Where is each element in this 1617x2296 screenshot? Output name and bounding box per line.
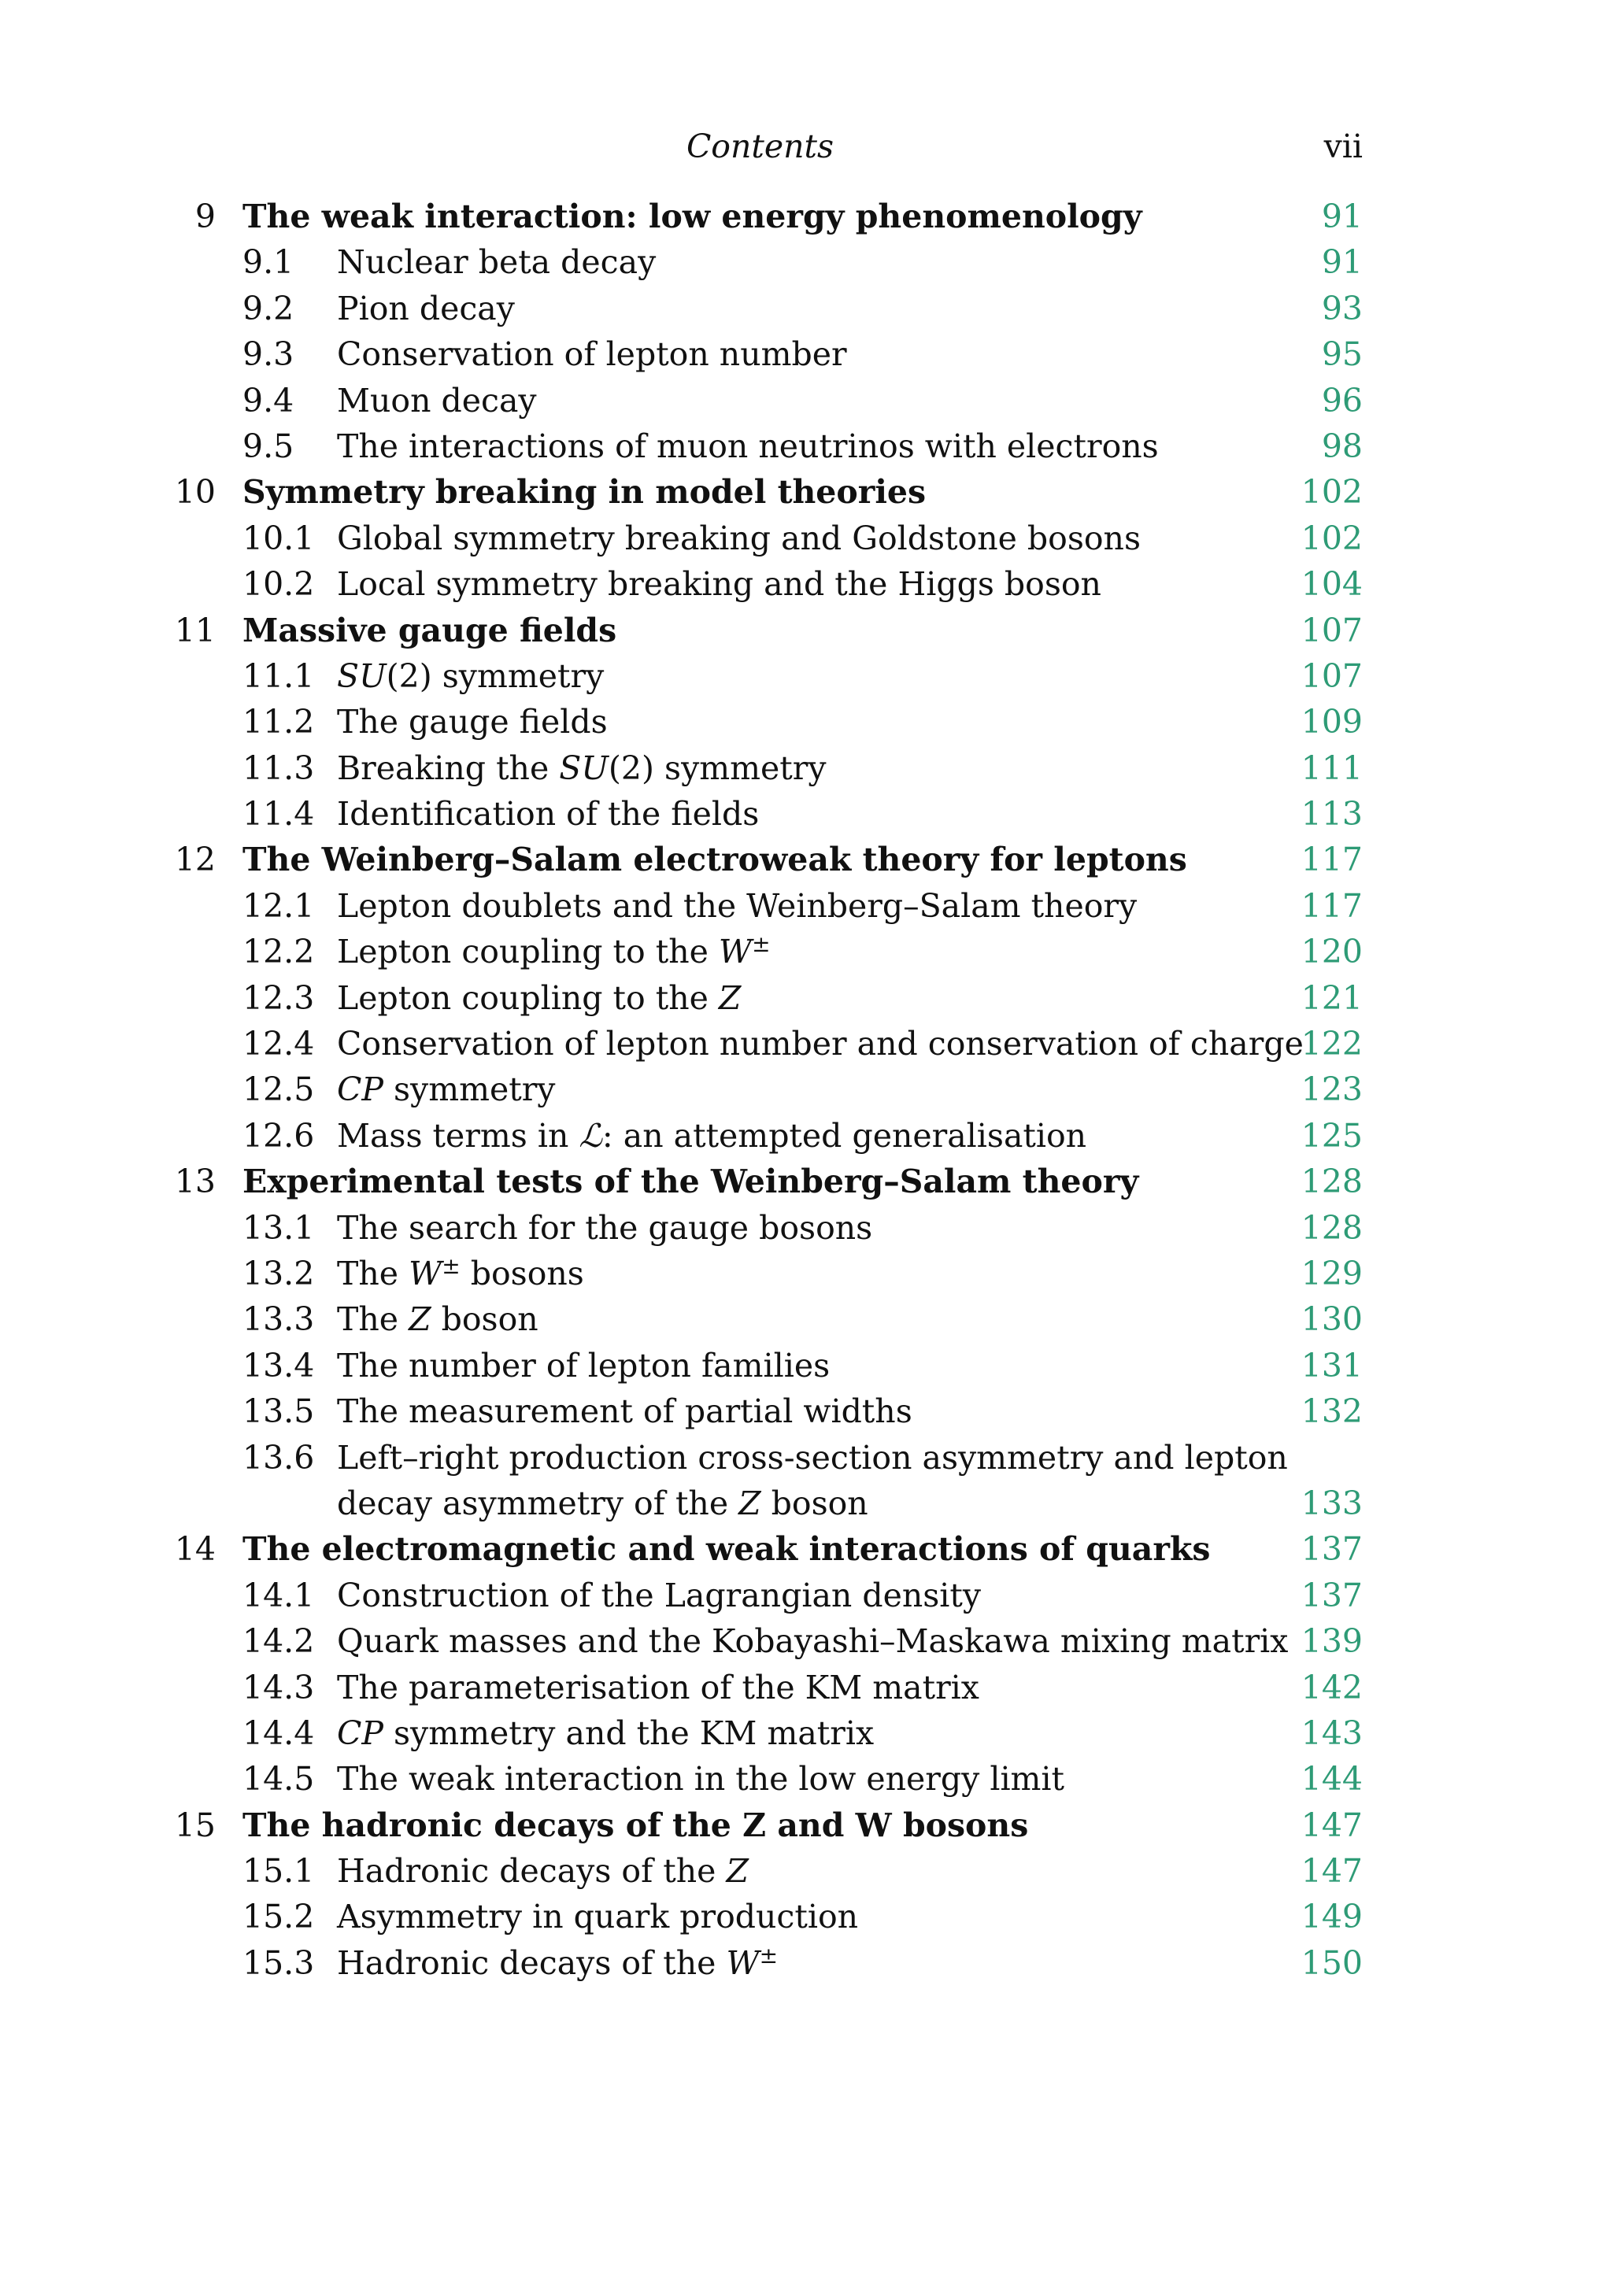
toc-section-row[interactable] — [0, 1343, 1617, 1388]
toc-section-row[interactable] — [0, 1388, 1617, 1434]
math-symbol: Z — [409, 1300, 431, 1339]
title-text: Hadronic decays of the — [337, 1852, 727, 1891]
section-title — [337, 975, 741, 1021]
chapter-title: The hadronic decays of the Z and W bosons — [242, 1806, 1029, 1844]
section-title — [337, 745, 827, 791]
section-number: 11.3 — [242, 749, 315, 787]
toc-section-row[interactable] — [0, 423, 1617, 469]
page-number-link[interactable]: 120 — [1301, 933, 1363, 971]
page-number-link[interactable]: 111 — [1301, 749, 1363, 787]
section-number: 12.2 — [242, 933, 315, 971]
section-title: The gauge fields — [337, 703, 608, 741]
section-title — [337, 1481, 868, 1526]
page-number-link[interactable]: 137 — [1301, 1576, 1363, 1614]
page-number-link[interactable]: 143 — [1301, 1714, 1363, 1752]
page-number-link[interactable]: 125 — [1301, 1116, 1363, 1155]
page-number-link[interactable]: 133 — [1301, 1484, 1363, 1522]
section-number: 13.2 — [242, 1254, 315, 1292]
section-number: 13.6 — [242, 1438, 315, 1477]
toc-section-row[interactable] — [0, 791, 1617, 837]
running-header-page-number: vii — [1323, 128, 1363, 165]
page-number-link[interactable]: 121 — [1301, 978, 1363, 1017]
table-of-contents — [0, 194, 1617, 1986]
section-number: 14.3 — [242, 1668, 315, 1706]
title-text: boson — [431, 1300, 538, 1339]
section-number: 9.2 — [242, 289, 294, 327]
section-number: 15.3 — [242, 1943, 315, 1982]
section-title: Pion decay — [337, 289, 515, 327]
page-number-link[interactable]: 150 — [1301, 1943, 1363, 1982]
section-title: Conservation of lepton number — [337, 335, 847, 374]
page-number-link[interactable]: 139 — [1301, 1622, 1363, 1661]
section-title: The measurement of partial widths — [337, 1392, 912, 1431]
title-text: The — [337, 1300, 409, 1339]
toc-section-row[interactable] — [0, 699, 1617, 745]
section-number: 13.3 — [242, 1300, 315, 1339]
title-text: symmetry — [383, 1070, 556, 1109]
math-superscript: ± — [442, 1252, 461, 1279]
chapter-title: The weak interaction: low energy phenomenology — [242, 198, 1142, 235]
toc-section-row[interactable] — [0, 561, 1617, 607]
toc-section-row[interactable] — [0, 1296, 1617, 1342]
page-number-link[interactable]: 91 — [1321, 198, 1363, 235]
toc-section-row[interactable] — [0, 1021, 1617, 1067]
chapter-title: Massive gauge fields — [242, 611, 617, 649]
page-number-link[interactable]: 117 — [1301, 886, 1363, 925]
page-number-link[interactable]: 144 — [1301, 1760, 1363, 1799]
math-symbol: Z — [718, 978, 742, 1017]
section-title — [337, 1113, 1086, 1159]
chapter-number: 10 — [174, 473, 216, 512]
page-number-link[interactable]: 149 — [1301, 1898, 1363, 1936]
title-text: Lepton coupling to the — [337, 933, 719, 971]
chapter-number: 11 — [174, 611, 216, 649]
section-title: Quark masses and the Kobayashi–Maskawa mixing matrix — [337, 1622, 1289, 1661]
page-number-link[interactable]: 104 — [1301, 565, 1363, 604]
section-title: Identification of the fields — [337, 795, 760, 834]
section-title — [337, 1710, 874, 1756]
chapter-number: 13 — [174, 1163, 216, 1201]
page-number-link[interactable]: 102 — [1301, 473, 1363, 512]
chapter-title: Symmetry breaking in model theories — [242, 473, 927, 512]
section-number: 9.3 — [242, 335, 294, 374]
page-number-link[interactable]: 142 — [1301, 1668, 1363, 1706]
math-symbol: ℒ — [579, 1116, 602, 1155]
toc-section-row[interactable] — [0, 1205, 1617, 1251]
section-title — [337, 1067, 555, 1112]
math-symbol: Z — [726, 1852, 749, 1891]
page-number-link[interactable]: 147 — [1301, 1852, 1363, 1891]
section-number: 15.1 — [242, 1852, 315, 1891]
math-superscript: ± — [759, 1942, 779, 1969]
section-number: 12.6 — [242, 1116, 315, 1155]
section-number: 14.1 — [242, 1576, 315, 1614]
page-number-link[interactable]: 113 — [1301, 795, 1363, 834]
title-text: boson — [760, 1484, 868, 1522]
title-text: Mass terms in — [337, 1116, 579, 1155]
toc-section-row[interactable] — [0, 1067, 1617, 1112]
toc-section-row[interactable] — [0, 929, 1617, 974]
toc-section-row[interactable] — [0, 331, 1617, 377]
section-title — [337, 653, 604, 699]
section-number: 11.4 — [242, 795, 315, 834]
title-text: Lepton coupling to the — [337, 978, 719, 1017]
section-title — [337, 1251, 584, 1296]
page-number-link[interactable]: 109 — [1301, 703, 1363, 741]
toc-section-row[interactable] — [0, 745, 1617, 791]
section-number: 11.1 — [242, 656, 315, 695]
page-number-link[interactable]: 131 — [1301, 1346, 1363, 1385]
toc-section-row[interactable] — [0, 1848, 1617, 1894]
section-title: Asymmetry in quark production — [337, 1898, 859, 1936]
title-text: The — [337, 1254, 409, 1292]
page-number-link[interactable]: 130 — [1301, 1300, 1363, 1339]
section-number: 13.4 — [242, 1346, 315, 1385]
section-title: The number of lepton families — [337, 1346, 831, 1385]
toc-section-row[interactable] — [0, 1665, 1617, 1710]
page-number-link[interactable]: 96 — [1321, 381, 1363, 420]
chapter-title: The Weinberg–Salam electroweak theory for leptons — [242, 841, 1187, 879]
section-title: The parameterisation of the KM matrix — [337, 1668, 979, 1706]
section-title — [337, 1296, 538, 1342]
page-number-link[interactable]: 95 — [1321, 335, 1363, 374]
section-title — [337, 1940, 778, 1986]
math-superscript: ± — [752, 931, 771, 958]
title-text: bosons — [460, 1254, 584, 1292]
section-title: Left–right production cross-section asymmetry and lepton — [337, 1438, 1288, 1477]
title-text: Breaking the — [337, 749, 560, 787]
toc-section-row[interactable] — [0, 653, 1617, 699]
toc-section-row[interactable] — [0, 1251, 1617, 1296]
math-symbol: CP — [337, 1070, 383, 1109]
section-number: 14.5 — [242, 1760, 315, 1799]
toc-section-row[interactable] — [0, 1113, 1617, 1159]
chapter-title: The electromagnetic and weak interactions of quarks — [242, 1530, 1211, 1569]
page-number-link[interactable]: 137 — [1301, 1530, 1363, 1569]
section-number: 12.5 — [242, 1070, 315, 1109]
page-number-link[interactable]: 102 — [1301, 519, 1363, 557]
title-text: (2) symmetry — [608, 749, 827, 787]
section-title: Conservation of lepton number and conservation of charge — [337, 1025, 1304, 1063]
chapter-number: 14 — [174, 1530, 216, 1569]
page-number-link[interactable]: 91 — [1321, 243, 1363, 282]
toc-chapter-row[interactable] — [0, 1159, 1617, 1204]
page-number-link[interactable]: 128 — [1301, 1208, 1363, 1247]
toc-section-row[interactable] — [0, 1940, 1617, 1986]
section-title: The interactions of muon neutrinos with electrons — [337, 427, 1159, 465]
toc-section-row[interactable] — [0, 516, 1617, 561]
section-title — [337, 929, 771, 974]
toc-chapter-row[interactable] — [0, 469, 1617, 515]
title-text: decay asymmetry of the — [337, 1484, 739, 1522]
toc-section-row[interactable] — [0, 239, 1617, 285]
section-number: 14.4 — [242, 1714, 315, 1752]
math-symbol: SU — [337, 656, 387, 695]
page-number-link[interactable]: 122 — [1301, 1025, 1363, 1063]
section-title: Nuclear beta decay — [337, 243, 657, 282]
section-title: Local symmetry breaking and the Higgs boson — [337, 565, 1101, 604]
section-number: 13.1 — [242, 1208, 315, 1247]
page-number-link[interactable]: 129 — [1301, 1254, 1363, 1292]
toc-section-row[interactable] — [0, 975, 1617, 1021]
page-number-link[interactable]: 123 — [1301, 1070, 1363, 1109]
toc-section-row[interactable] — [0, 883, 1617, 929]
running-header-title: Contents — [686, 128, 834, 165]
toc-section-row[interactable] — [0, 1573, 1617, 1618]
math-symbol: W — [409, 1254, 442, 1292]
toc-chapter-row[interactable] — [0, 1802, 1617, 1848]
toc-chapter-row[interactable] — [0, 194, 1617, 239]
section-number: 14.2 — [242, 1622, 315, 1661]
section-title — [337, 1848, 749, 1894]
section-number: 12.1 — [242, 886, 315, 925]
math-symbol: SU — [559, 749, 609, 787]
section-number: 13.5 — [242, 1392, 315, 1431]
title-text: symmetry and the KM matrix — [383, 1714, 875, 1752]
page-number-link[interactable]: 107 — [1301, 656, 1363, 695]
toc-chapter-row[interactable] — [0, 1526, 1617, 1572]
math-symbol: W — [718, 933, 753, 971]
section-number: 11.2 — [242, 703, 315, 741]
page-number-link[interactable]: 93 — [1321, 289, 1363, 327]
page-number-link[interactable]: 117 — [1301, 841, 1363, 879]
section-title: Muon decay — [337, 381, 537, 420]
section-number: 10.1 — [242, 519, 315, 557]
section-title: Construction of the Lagrangian density — [337, 1576, 982, 1614]
chapter-number: 15 — [174, 1806, 216, 1844]
page-number-link[interactable]: 132 — [1301, 1392, 1363, 1431]
section-title: Global symmetry breaking and Goldstone bosons — [337, 519, 1141, 557]
section-number: 12.3 — [242, 978, 315, 1017]
chapter-title: Experimental tests of the Weinberg–Salam theory — [242, 1163, 1139, 1201]
toc-section-row[interactable] — [0, 1894, 1617, 1939]
toc-section-row[interactable] — [0, 1756, 1617, 1802]
page-number-link[interactable]: 128 — [1301, 1163, 1363, 1201]
toc-section-row[interactable] — [0, 286, 1617, 331]
toc-section-row[interactable] — [0, 1481, 1617, 1526]
section-number: 10.2 — [242, 565, 315, 604]
page-number-link[interactable]: 98 — [1321, 427, 1363, 465]
title-text: : an attempted generalisation — [601, 1116, 1087, 1155]
toc-section-row[interactable] — [0, 378, 1617, 423]
section-number: 15.2 — [242, 1898, 315, 1936]
section-number: 12.4 — [242, 1025, 315, 1063]
section-title: The search for the gauge bosons — [337, 1208, 873, 1247]
section-number: 9.5 — [242, 427, 294, 465]
title-text: Hadronic decays of the — [337, 1943, 727, 1982]
chapter-number: 12 — [174, 841, 216, 879]
section-title: The weak interaction in the low energy limit — [337, 1760, 1065, 1799]
math-symbol: W — [726, 1943, 760, 1982]
toc-chapter-row[interactable] — [0, 608, 1617, 653]
toc-section-row[interactable] — [0, 1618, 1617, 1664]
chapter-number: 9 — [194, 198, 216, 235]
section-number: 9.4 — [242, 381, 294, 420]
section-title: Lepton doublets and the Weinberg–Salam theory — [337, 886, 1138, 925]
toc-section-row[interactable] — [0, 1710, 1617, 1756]
toc-chapter-row[interactable] — [0, 837, 1617, 882]
page-number-link[interactable]: 147 — [1301, 1806, 1363, 1844]
math-symbol: CP — [337, 1714, 383, 1752]
toc-section-row[interactable] — [0, 1435, 1617, 1481]
page-number-link[interactable]: 107 — [1301, 611, 1363, 649]
section-number: 9.1 — [242, 243, 294, 282]
math-symbol: Z — [738, 1484, 761, 1522]
title-text: (2) symmetry — [386, 656, 605, 695]
running-header — [157, 126, 1363, 167]
